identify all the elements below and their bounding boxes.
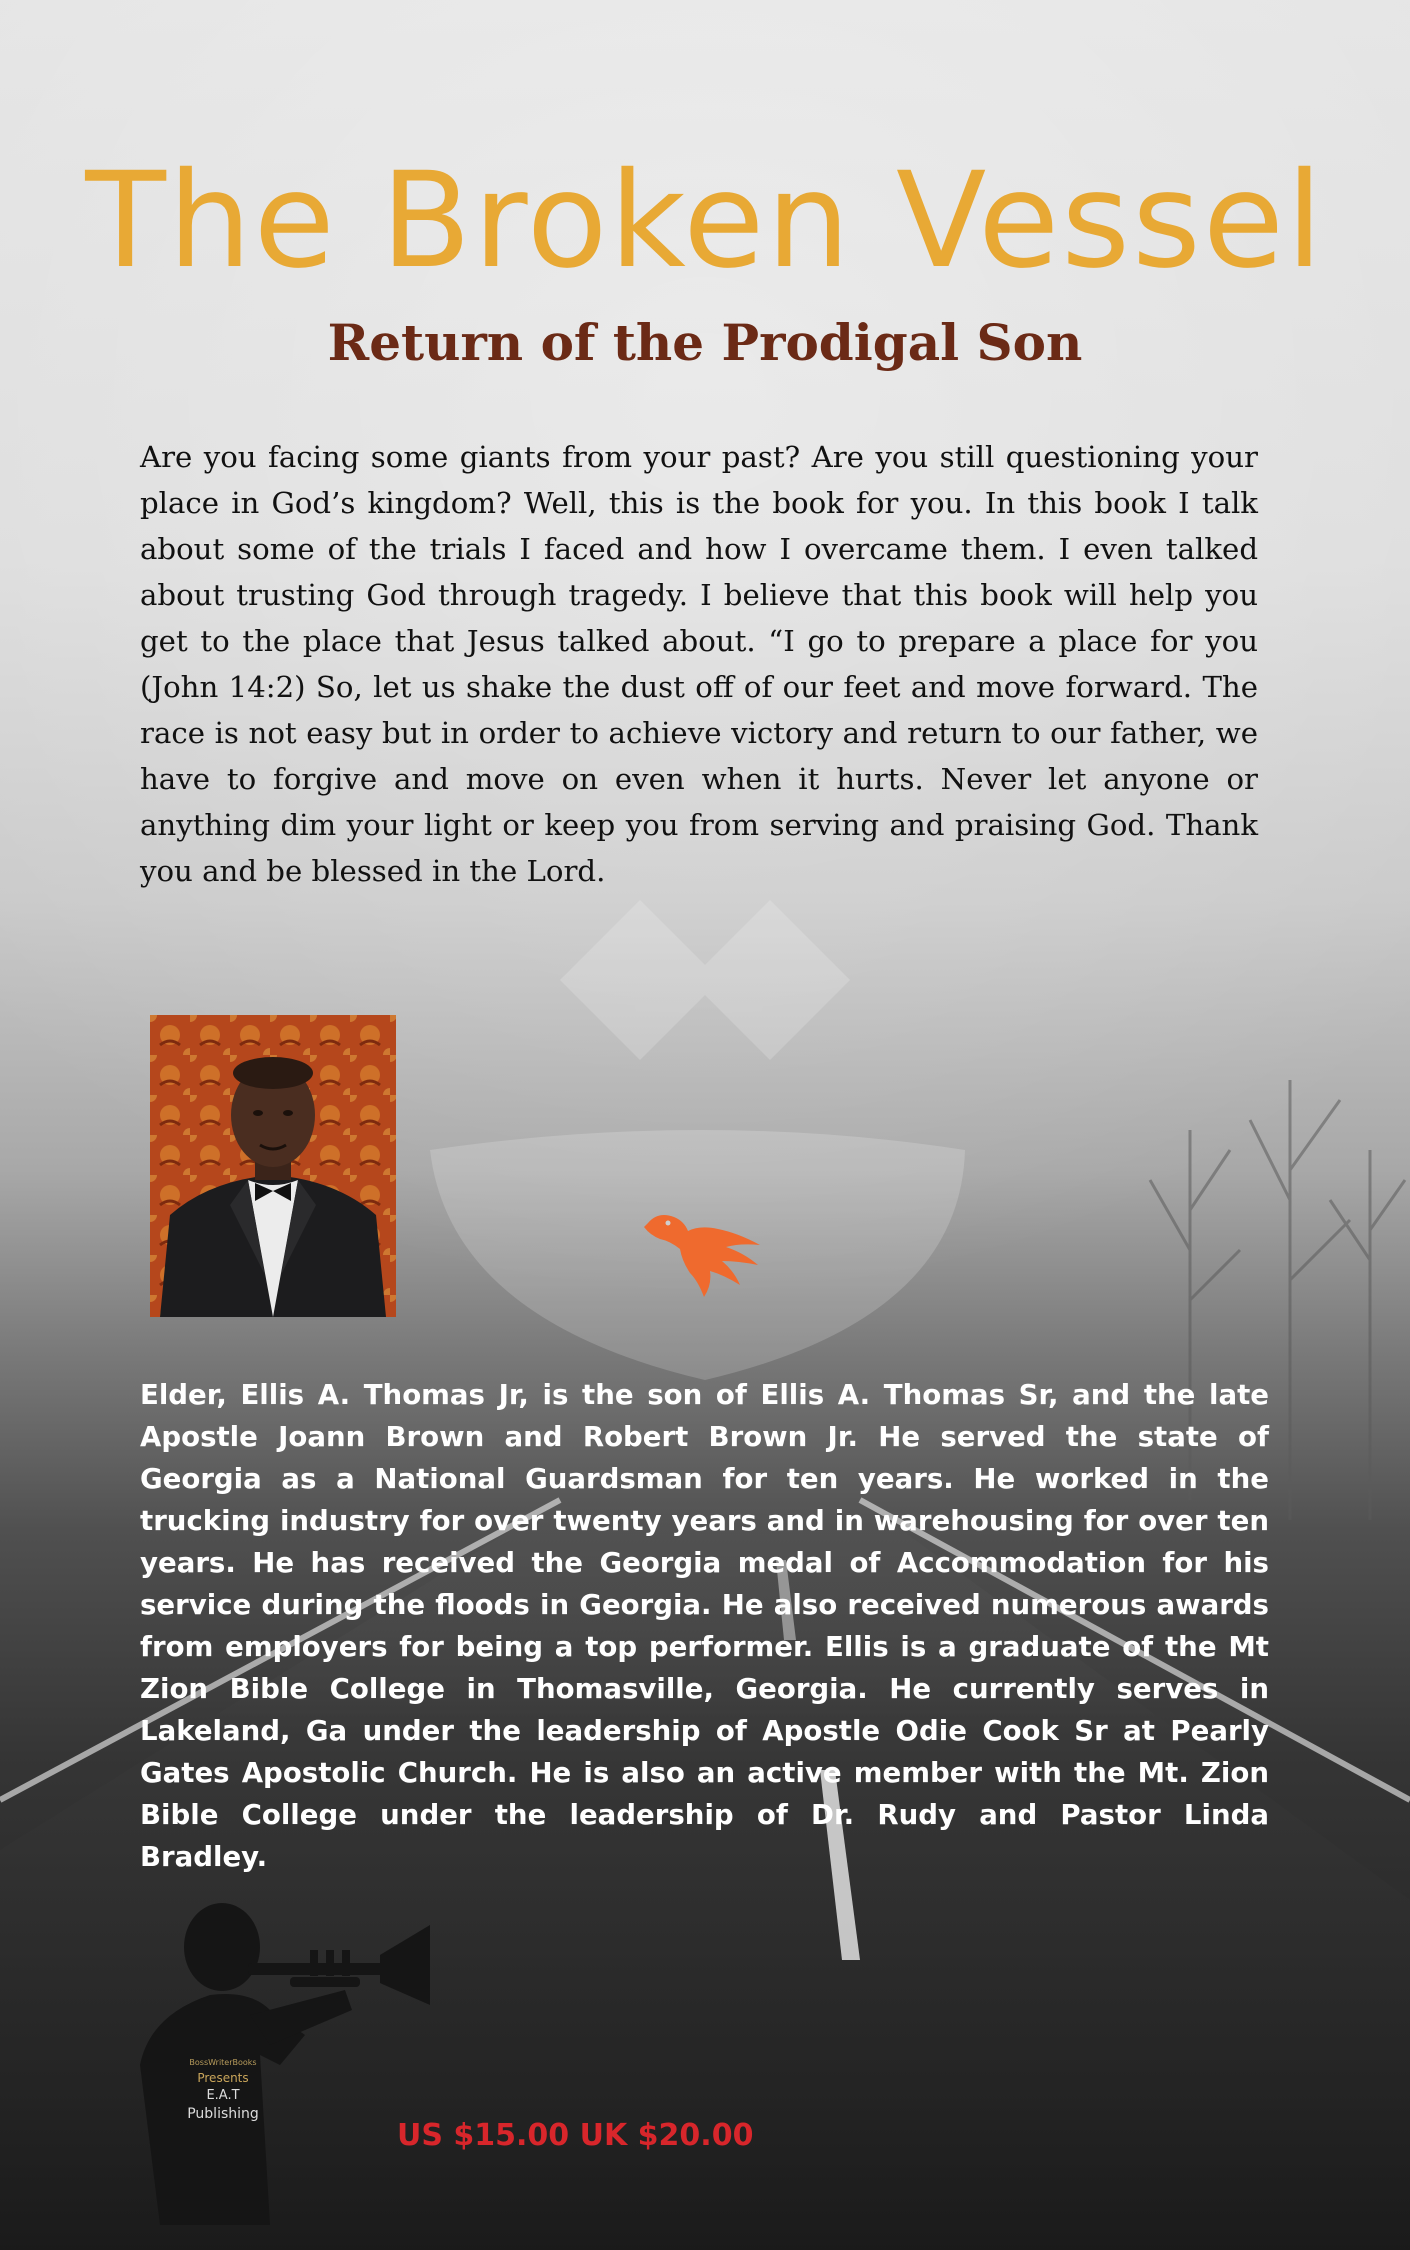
- author-bio: Elder, Ellis A. Thomas Jr, is the son of Ellis A. Thomas Sr, and the late Apostle Joann Brown and Robert Brown Jr. He served the state of Georgia as a National Guardsman for ten years. He worked in the trucking industry for over twenty years and in warehousing for over ten years. He has received the Georgia medal of Accommodation for his service during the floods in Georgia. He also received numerous awards from employers for being a top performer. Ellis is a graduate of the Mt Zion Bible College in Thomasville, Georgia. He currently serves in Lakeland, Ga under the leadership of Apostle Odie Cook Sr at Pearly Gates Apostolic Church. He is also an active member with the Mt. Zion Bible College under the leadership of Dr. Rudy and Pastor Linda Bradley.: [140, 1378, 1269, 1873]
- publisher-name-text: E.A.T: [206, 2088, 240, 2103]
- publisher-brand-text: BossWriterBooks: [189, 2058, 257, 2067]
- phoenix-icon: [640, 1205, 770, 1300]
- book-blurb: Are you facing some giants from your past? Are you still questioning your place in God’s kingdom? Well, this is the book for you. In this book I talk about some of the trials I faced and how I overcame them. I even talked about trusting God through tragedy. I believe that this book will help you get to the place that Jesus talked about. “I go to prepare a place for you (John 14:2) So, let us shake the dust off of our feet and move forward. The race is not easy but in order to achieve victory and return to our father, we have to forgive and move on even when it hurts. Never let anyone or anything dim your light or keep you from serving and praising God. Thank you and be blessed in the Lord.: [140, 440, 1258, 888]
- book-subtitle: Return of the Prodigal Son: [327, 313, 1083, 372]
- book-title: The Broken Vessel: [85, 144, 1325, 298]
- author-photo: [150, 1015, 396, 1317]
- publisher-presents-text: Presents: [197, 2071, 249, 2085]
- price-label: US $15.00 UK $20.00: [397, 2118, 754, 2153]
- publisher-publishing-text: Publishing: [187, 2106, 259, 2122]
